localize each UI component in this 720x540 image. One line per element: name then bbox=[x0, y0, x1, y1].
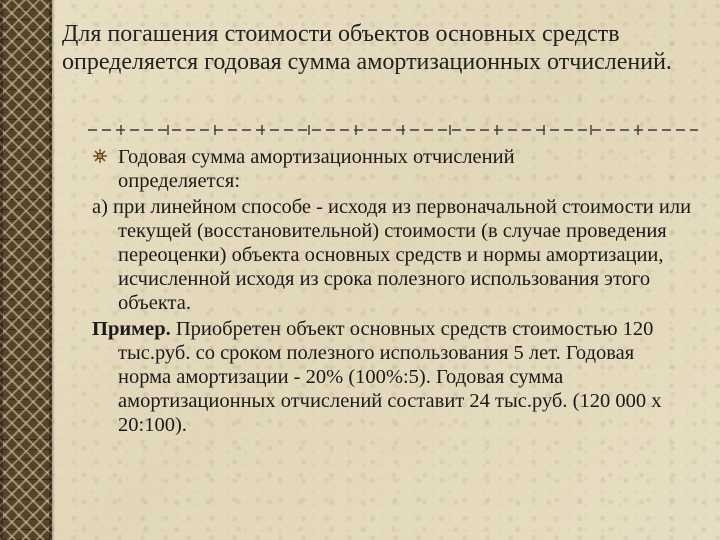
intro-text: Годовая сумма амортизационных отчислений определяется: bbox=[118, 146, 515, 192]
decorative-side-strip bbox=[0, 0, 52, 540]
slide-title: Для погашения стоимости объектов основных средств определяется годовая сумма амортизационных отчислений. bbox=[62, 21, 672, 75]
ornament-bullet-icon bbox=[92, 148, 108, 164]
example-text: Приобретен объект основных средств стоимостью 120 тыс.руб. со сроком полезного использования 5 лет. Годовая норма амортизации - 20% (100%:5). Годовая сумма амортизационных отчислений составит 24 тыс.руб. (120 000 х 20:100). bbox=[118, 318, 662, 436]
dashed-divider bbox=[88, 124, 698, 136]
example-paragraph bbox=[56, 317, 706, 437]
slide-body bbox=[56, 145, 706, 437]
intro-paragraph bbox=[56, 145, 706, 193]
linear-method-paragraph: а) при линейном способе - исходя из первоначальной стоимости или текущей (восстановительной) стоимости (в случае проведения переоценки) объекта основных средств и нормы амортизации, исчисленной исходя из срока полезного использования этого объекта. bbox=[92, 196, 692, 314]
example-label: Пример. bbox=[92, 318, 171, 340]
